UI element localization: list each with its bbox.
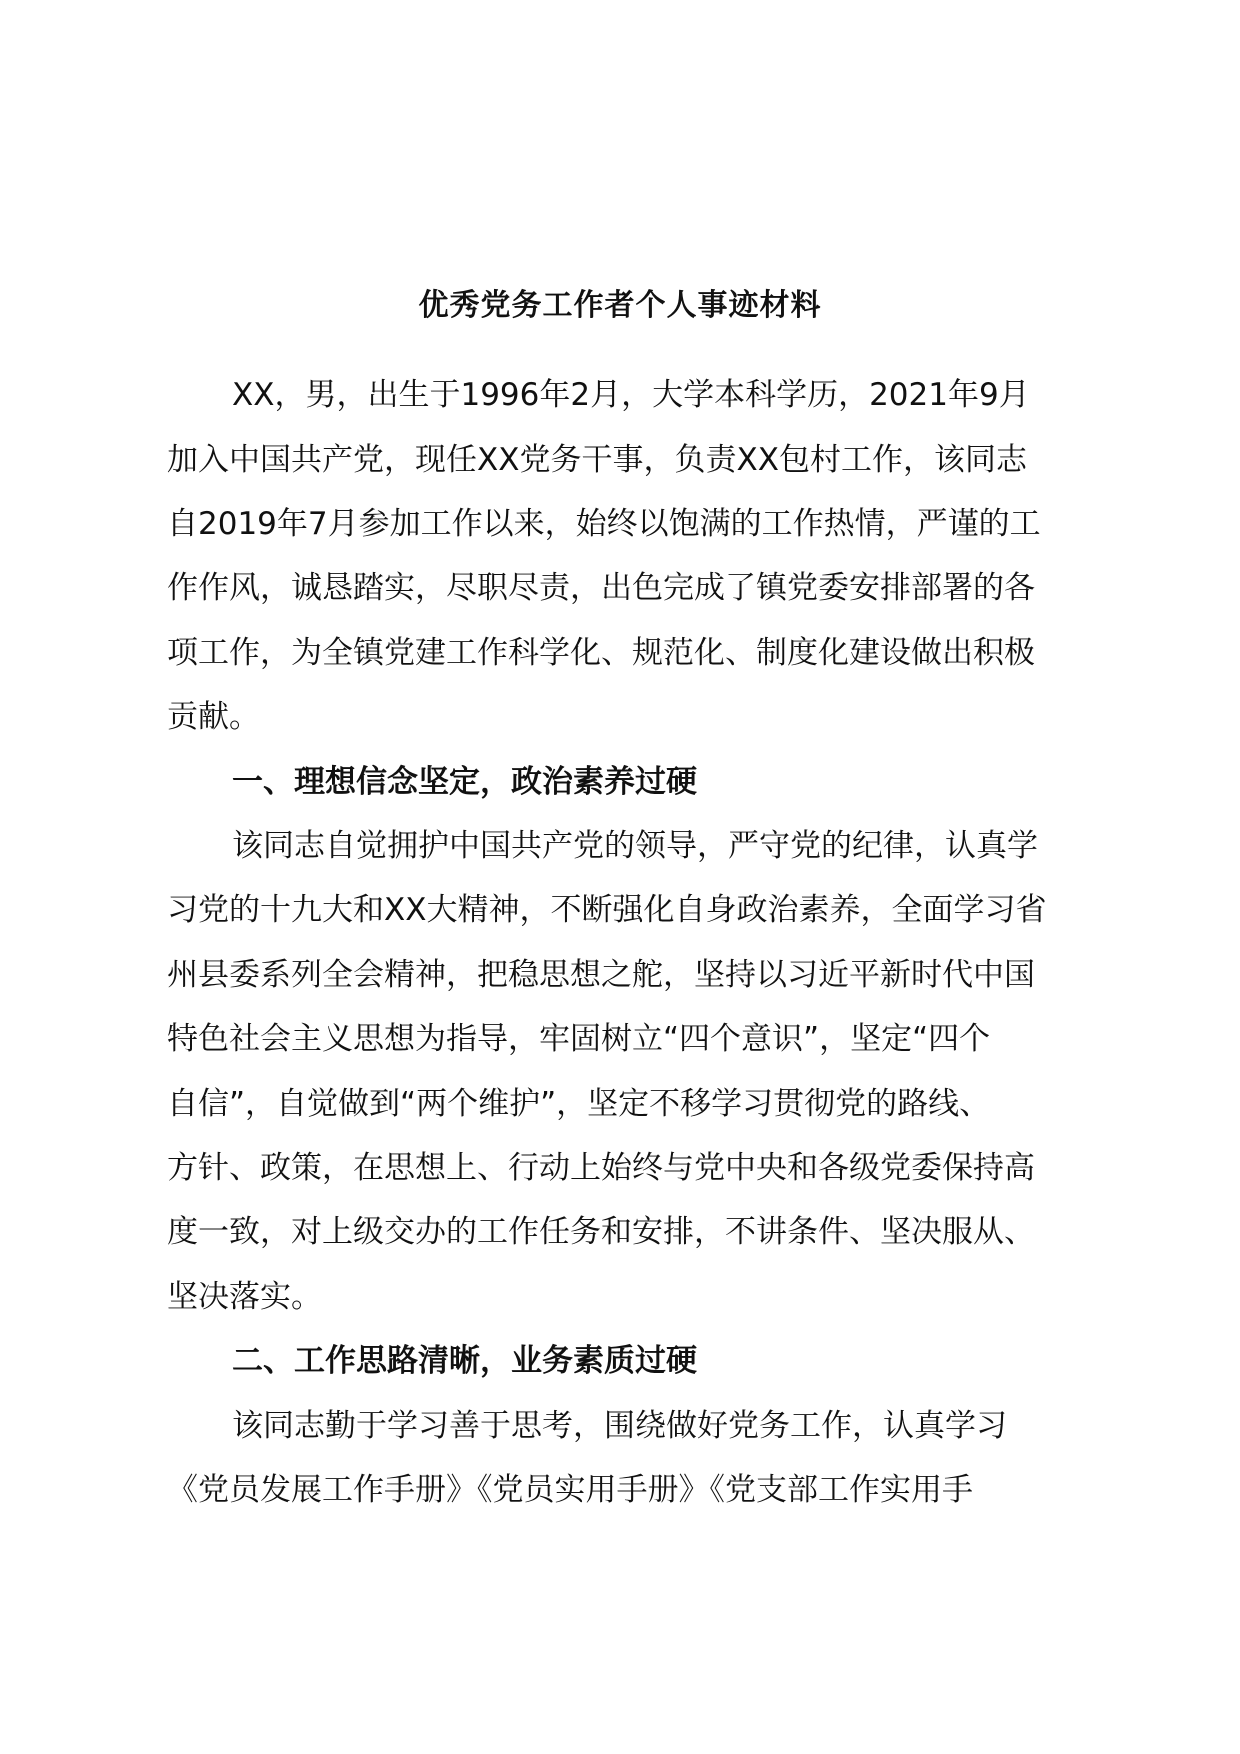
section-1-heading: 一、理想信念坚定，政治素养过硬 — [232, 764, 697, 800]
section-1-line-6: 方针、政策，在思想上、行动上始终与党中央和各级党委保持高 — [167, 1150, 1035, 1186]
section-1-line-1: 该同志自觉拥护中国共产党的领导，严守党的纪律，认真学 — [232, 828, 1038, 864]
intro-line-5: 项工作，为全镇党建工作科学化、规范化、制度化建设做出积极 — [167, 635, 1035, 671]
intro-line-3: 自2019年7月参加工作以来，始终以饱满的工作热情，严谨的工 — [167, 506, 1041, 542]
section-1-line-2: 习党的十九大和XX大精神，不断强化自身政治素养，全面学习省 — [167, 892, 1047, 928]
intro-line-6: 贡献。 — [167, 699, 260, 735]
section-2-heading: 二、工作思路清晰，业务素质过硬 — [232, 1343, 697, 1379]
section-2-line-2: 《党员发展工作手册》《党员实用手册》《党支部工作实用手 — [167, 1472, 973, 1508]
section-2-line-1: 该同志勤于学习善于思考，围绕做好党务工作，认真学习 — [232, 1408, 1007, 1444]
section-1-line-3: 州县委系列全会精神，把稳思想之舵，坚持以习近平新时代中国 — [167, 957, 1035, 993]
intro-line-2: 加入中国共产党，现任XX党务干事，负责XX包村工作，该同志 — [167, 442, 1027, 478]
intro-line-4: 作作风，诚恳踏实，尽职尽责，出色完成了镇党委安排部署的各 — [167, 570, 1035, 606]
section-1-line-4: 特色社会主义思想为指导，牢固树立“四个意识”，坚定“四个 — [167, 1021, 991, 1057]
section-1-line-8: 坚决落实。 — [167, 1279, 322, 1315]
section-1-line-7: 度一致，对上级交办的工作任务和安排，不讲条件、坚决服从、 — [167, 1214, 1035, 1250]
document-title: 优秀党务工作者个人事迹材料 — [418, 288, 822, 323]
intro-line-1: XX，男，出生于1996年2月，大学本科学历，2021年9月 — [232, 377, 1030, 413]
section-1-line-5: 自信”，自觉做到“两个维护”，坚定不移学习贯彻党的路线、 — [167, 1086, 991, 1122]
